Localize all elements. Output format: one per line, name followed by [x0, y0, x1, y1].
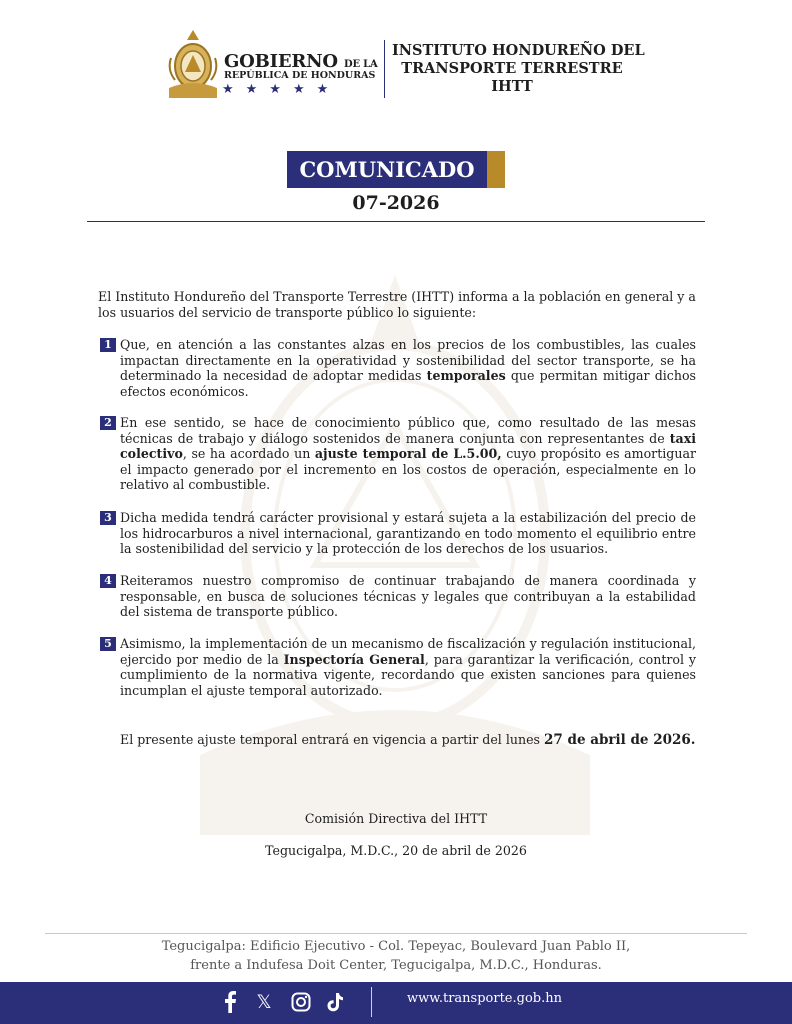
item-number-badge: 1	[100, 338, 116, 352]
comunicado-number: 07-2026	[352, 192, 440, 214]
item-text: Dicha medida tendrá carácter provisional y estará sujeta a la estabilización del precio de los hidrocarburos a nivel internacional, garantizando en todo momento el equilibrio entre la sostenibilidad del servicio y la protección de los derechos de los usuarios.	[120, 510, 696, 556]
footer-divider	[45, 933, 747, 934]
footer-bar	[0, 982, 792, 1024]
title-divider	[87, 221, 705, 222]
item-number-badge: 2	[100, 416, 116, 430]
intro-paragraph: El Instituto Hondureño del Transporte Terrestre (IHTT) informa a la población en general y a los usuarios del servicio de transporte público lo siguiente:	[98, 289, 696, 320]
x-icon[interactable]: 𝕏	[256, 991, 272, 1013]
government-title: GOBIERNO DE LA	[224, 51, 378, 72]
comunicado-label: COMUNICADO	[287, 151, 487, 188]
honduras-coat-of-arms-icon	[165, 28, 221, 100]
item-number-badge: 4	[100, 574, 116, 588]
instagram-icon[interactable]	[288, 989, 314, 1015]
item-text: Asimismo, la implementación de un mecanismo de fiscalización y regulación institucional, ejercido por medio de la Inspectoría General, para garantizar la verificación, control y cumplimiento de la normativa vigente, recordando que existen sanciones para quienes incumplan el ajuste temporal autorizado.	[120, 636, 696, 698]
place-date: Tegucigalpa, M.D.C., 20 de abril de 2026	[265, 843, 527, 858]
institute-name: INSTITUTO HONDUREÑO DEL TRANSPORTE TERRESTRE IHTT	[392, 42, 645, 95]
effective-date-paragraph: El presente ajuste temporal entrará en vigencia a partir del lunes 27 de abril de 2026.	[120, 732, 696, 748]
website-link[interactable]: www.transporte.gob.hn	[407, 991, 562, 1006]
comunicado-accent	[487, 151, 505, 188]
signature: Comisión Directiva del IHTT	[304, 811, 488, 826]
item-text: En ese sentido, se hace de conocimiento público que, como resultado de las mesas técnicas de trabajo y diálogo sostenidos de manera conjunta con representantes de taxi colectivo, se ha acordado un ajuste temporal de L.5.00, cuyo propósito es amortiguar el impacto generado por el incremento en los costos de operación, especialmente en lo relativo al combustible.	[120, 415, 696, 492]
address-line-1: Tegucigalpa: Edificio Ejecutivo - Col. Tepeyac, Boulevard Juan Pablo II,	[161, 939, 631, 954]
government-subtitle: REPÚBLICA DE HONDURAS	[224, 70, 376, 81]
item-number-badge: 3	[100, 511, 116, 525]
address-line-2: frente a Indufesa Doit Center, Tegucigalpa, M.D.C., Honduras.	[190, 958, 602, 973]
facebook-icon[interactable]	[217, 989, 243, 1015]
footer-bar-divider	[371, 987, 372, 1017]
header-divider	[384, 40, 385, 98]
item-text: Que, en atención a las constantes alzas en los precios de los combustibles, las cuales impactan directamente en la operatividad y sostenibilidad del sector transporte, se ha determinado la necesidad de adoptar medidas temporales que permitan mitigar dichos efectos económicos.	[120, 337, 696, 399]
item-text: Reiteramos nuestro compromiso de continuar trabajando de manera coordinada y responsable, en busca de soluciones técnicas y legales que contribuyan a la estabilidad del sistema de transporte público.	[120, 573, 696, 619]
stars-row: ★★★★★	[222, 82, 341, 97]
item-number-badge: 5	[100, 637, 116, 651]
tiktok-icon[interactable]	[322, 989, 348, 1015]
